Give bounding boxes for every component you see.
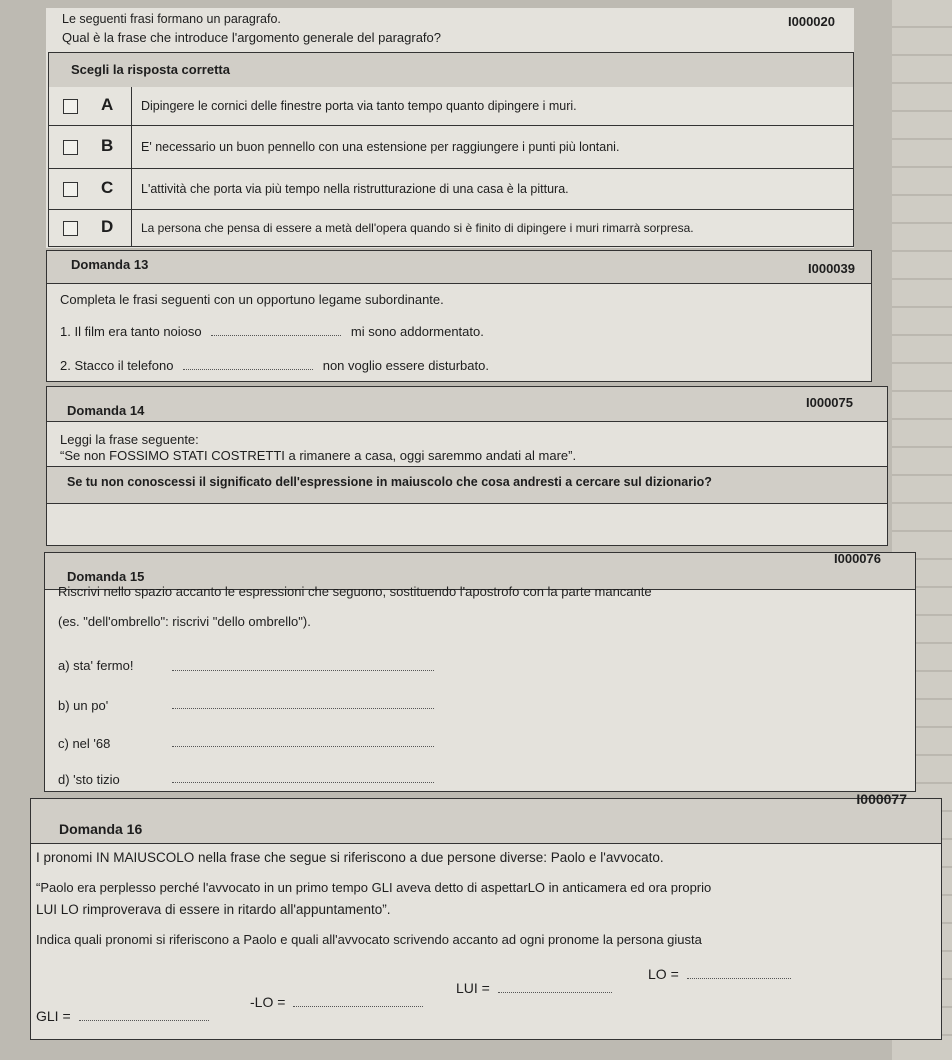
q16-answer-lo1[interactable] <box>293 1006 423 1007</box>
q16-field-gli <box>36 1008 209 1024</box>
option-text-a: Dipingere le cornici delle finestre porta via tanto tempo quanto dipingere i muri. <box>141 99 577 113</box>
option-divider <box>131 210 132 246</box>
q15-item-c: c) nel '68 <box>58 736 111 751</box>
q13-item-2 <box>60 358 489 373</box>
checkbox-b[interactable] <box>63 140 78 155</box>
q15-answer-field-d[interactable] <box>172 782 434 783</box>
q14-answer-area[interactable] <box>47 503 885 543</box>
q14-title: Domanda 14 <box>67 403 145 418</box>
q16-label-lui: LUI = <box>456 980 490 996</box>
q16-header <box>30 791 942 844</box>
q14-question-bar <box>46 466 888 504</box>
q13-item-1 <box>60 324 484 339</box>
q14-question: Se tu non conoscessi il significato dell'espressione in maiuscolo che cosa andresti a cercare sul dizionario? <box>67 475 712 489</box>
q13-item-2-before: 2. Stacco il telefono <box>60 358 174 373</box>
option-row-c[interactable] <box>48 169 854 210</box>
q14-intro: Leggi la frase seguente: <box>60 432 199 447</box>
q12-intro: Le seguenti frasi formano un paragrafo. <box>62 12 281 26</box>
q14-code: I000075 <box>806 395 853 410</box>
q13-item-2-after: non voglio essere disturbato. <box>322 358 489 373</box>
q16-label-gli: GLI = <box>36 1008 71 1024</box>
q13-answer-field-1[interactable] <box>211 335 341 336</box>
q12-question: Qual è la frase che introduce l'argomento generale del paragrafo? <box>62 30 441 45</box>
q16-title: Domanda 16 <box>59 821 143 837</box>
option-text-c: L'attività che porta via più tempo nella ristrutturazione di una casa è la pittura. <box>141 182 569 196</box>
q15-answer-field-c[interactable] <box>172 746 434 747</box>
option-row-d[interactable] <box>48 210 854 247</box>
option-divider <box>131 126 132 168</box>
checkbox-d[interactable] <box>63 221 78 236</box>
q13-item-1-before: 1. Il film era tanto noioso <box>60 324 202 339</box>
q16-label-lo2: LO = <box>648 966 679 982</box>
q16-field-lo2 <box>648 966 791 982</box>
q13-title: Domanda 13 <box>71 257 149 272</box>
q15-answer-field-a[interactable] <box>172 670 434 671</box>
q16-label-lo1: -LO = <box>250 994 286 1010</box>
q16-quote-line-1: “Paolo era perplesso perché l'avvocato in un primo tempo GLI aveva detto di aspettarLO in anticamera ed ora proprio <box>36 880 712 895</box>
option-text-d: La persona che pensa di essere a metà dell'opera quando si è finito di dipingere i muri rimarrà sorpresa. <box>141 221 694 235</box>
q16-instruction: I pronomi IN MAIUSCOLO nella frase che segue si riferiscono a due persone diverse: Paolo e l'avvocato. <box>36 850 664 865</box>
q16-field-lo1 <box>250 994 423 1010</box>
option-letter-c: C <box>101 178 114 197</box>
option-row-b[interactable] <box>48 126 854 169</box>
q13-item-1-after: mi sono addormentato. <box>350 324 484 339</box>
q12-instruction: Scegli la risposta corretta <box>71 62 230 77</box>
q13-code: I000039 <box>808 261 855 276</box>
q16-answer-gli[interactable] <box>79 1020 209 1021</box>
q15-title: Domanda 15 <box>67 569 145 584</box>
q16-code: I000077 <box>856 791 907 807</box>
option-divider <box>131 87 132 125</box>
q14-quote: “Se non FOSSIMO STATI COSTRETTI a rimanere a casa, oggi saremmo andati al mare”. <box>60 448 577 463</box>
q12-code: I000020 <box>788 14 835 29</box>
option-text-b: E' necessario un buon pennello con una estensione per raggiungere i punti più lontani. <box>141 140 620 154</box>
q15-item-d: d) 'sto tizio <box>58 772 120 787</box>
option-letter-a: A <box>101 95 114 114</box>
q13-instruction: Completa le frasi seguenti con un opportuno legame subordinante. <box>60 292 444 307</box>
q16-answer-lo2[interactable] <box>687 978 791 979</box>
q16-field-lui <box>456 980 612 996</box>
option-letter-b: B <box>101 136 114 155</box>
option-divider <box>131 169 132 209</box>
q15-example: (es. "dell'ombrello": riscrivi "dello ombrello"). <box>58 614 311 629</box>
option-letter-d: D <box>101 217 114 236</box>
q16-quote-line-2: LUI LO rimproverava di essere in ritardo all'appuntamento”. <box>36 902 391 917</box>
q15-item-a: a) sta' fermo! <box>58 658 134 673</box>
q13-answer-field-2[interactable] <box>183 369 313 370</box>
checkbox-c[interactable] <box>63 182 78 197</box>
q14-header <box>46 386 888 422</box>
q13-header <box>46 250 872 284</box>
q15-instruction: Riscrivi nello spazio accanto le espressioni che seguono, sostituendo l'apostrofo con la parte mancante <box>58 584 652 599</box>
q15-answer-field-b[interactable] <box>172 708 434 709</box>
q12-instruction-bar <box>48 52 854 88</box>
q15-item-b: b) un po' <box>58 698 109 713</box>
checkbox-a[interactable] <box>63 99 78 114</box>
q15-code: I000076 <box>834 551 881 566</box>
q16-answer-lui[interactable] <box>498 992 612 993</box>
q16-question: Indica quali pronomi si riferiscono a Paolo e quali all'avvocato scrivendo accanto ad ogni pronome la persona giusta <box>36 932 702 947</box>
option-row-a[interactable] <box>48 87 854 126</box>
